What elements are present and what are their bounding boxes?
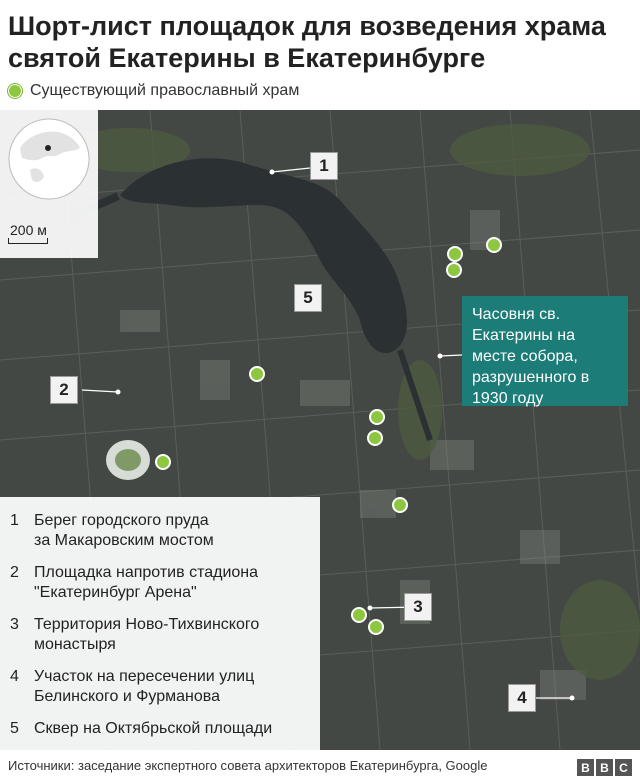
list-item bbox=[10, 615, 310, 655]
site-list bbox=[0, 497, 320, 750]
church-marker bbox=[368, 619, 384, 635]
scale-label: 200 м bbox=[10, 222, 47, 238]
list-item bbox=[10, 719, 310, 739]
church-marker bbox=[447, 246, 463, 262]
bbc-logo-letter: B bbox=[577, 759, 594, 776]
church-marker bbox=[351, 607, 367, 623]
list-item-number: 4 bbox=[10, 668, 19, 685]
source-note: Источники: заседание экспертного совета архитекторов Екатеринбурга, Google bbox=[8, 757, 488, 773]
list-item-label: Участок на пересечении улиц Белинского и Фурманова bbox=[34, 668, 255, 705]
satellite-map bbox=[0, 110, 640, 750]
list-item-label: Сквер на Октябрьской площади bbox=[34, 720, 273, 737]
list-item bbox=[10, 667, 310, 707]
bbc-logo-letter: C bbox=[615, 759, 632, 776]
church-marker bbox=[486, 237, 502, 253]
map-legend bbox=[8, 80, 299, 102]
list-item-number: 3 bbox=[10, 616, 19, 633]
site-marker-5: 5 bbox=[294, 284, 322, 312]
list-item bbox=[10, 511, 310, 551]
list-item-label: Территория Ново-Тихвинского монастыря bbox=[34, 616, 260, 653]
church-marker bbox=[369, 409, 385, 425]
list-item-number: 2 bbox=[10, 564, 19, 581]
legend-label: Существующий православный храм bbox=[30, 82, 300, 99]
chapel-callout: Часовня св. Екатерины на месте собора, разрушенного в 1930 году bbox=[462, 296, 628, 406]
bbc-logo bbox=[577, 759, 632, 776]
footer bbox=[0, 750, 640, 780]
church-marker bbox=[392, 497, 408, 513]
church-marker bbox=[155, 454, 171, 470]
list-item-label: Берег городского пруда за Макаровским мостом bbox=[34, 512, 214, 549]
site-marker-3: 3 bbox=[404, 593, 432, 621]
locator-inset bbox=[0, 110, 98, 258]
church-marker bbox=[367, 430, 383, 446]
site-marker-1: 1 bbox=[310, 152, 338, 180]
church-marker bbox=[446, 262, 462, 278]
site-marker-4: 4 bbox=[508, 684, 536, 712]
page-title: Шорт-лист площадок для возведения храма святой Екатерины в Екатеринбурге bbox=[8, 11, 606, 73]
church-legend-icon bbox=[8, 84, 22, 98]
list-item bbox=[10, 563, 310, 603]
globe-icon bbox=[8, 118, 90, 200]
scale-bar bbox=[8, 238, 48, 244]
church-marker bbox=[249, 366, 265, 382]
list-item-number: 1 bbox=[10, 512, 19, 529]
list-item-number: 5 bbox=[10, 720, 19, 737]
list-item-label: Площадка напротив стадиона "Екатеринбург Арена" bbox=[34, 564, 259, 601]
bbc-logo-letter: B bbox=[596, 759, 613, 776]
site-marker-2: 2 bbox=[50, 376, 78, 404]
